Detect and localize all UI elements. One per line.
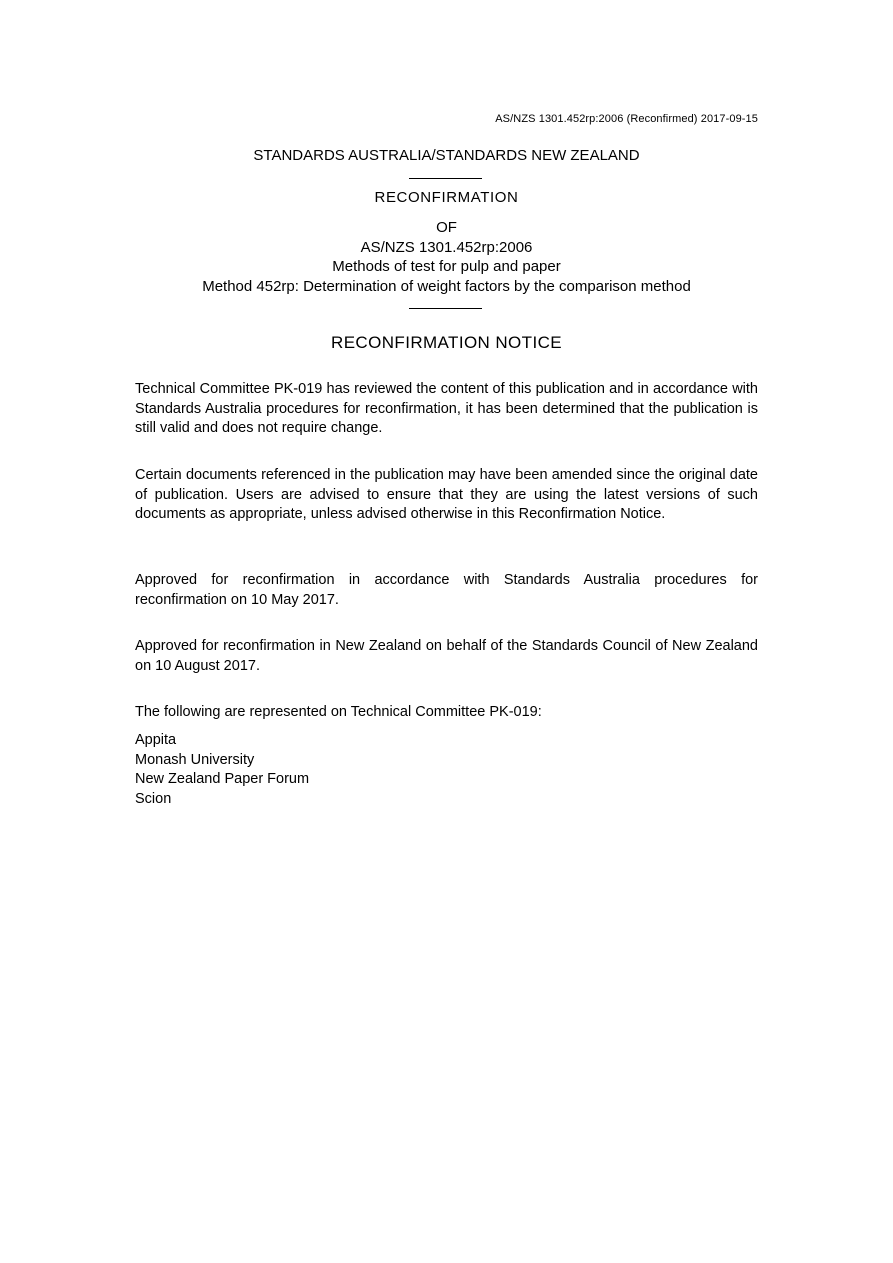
list-item: Appita xyxy=(135,732,177,748)
notice-paragraph: Approved for reconfirmation in New Zealand on behalf of the Standards Council of New Zealand on 10 August 2017. xyxy=(135,638,758,674)
notice-paragraph: Certain documents referenced in the publication may have been amended since the original date of publication. Users are advised to ensure that they are using the latest versions of such documents as appropriate, unless advised otherwise in this Reconfirmation Notice. xyxy=(135,467,758,522)
divider-rule xyxy=(409,308,482,309)
committee-members-list xyxy=(135,731,309,809)
members-intro: The following are represented on Technical Committee PK-019: xyxy=(135,704,542,720)
list-item: Monash University xyxy=(135,751,255,768)
list-item: Scion xyxy=(135,790,172,807)
series-title: Methods of test for pulp and paper xyxy=(332,258,561,275)
notice-paragraph: Approved for reconfirmation in accordance with Standards Australia procedures for reconfirmation on 10 May 2017. xyxy=(135,572,758,608)
notice-paragraph: Technical Committee PK-019 has reviewed the content of this publication and in accordance with Standards Australia procedures for reconfirmation, it has been determined that the publication is still valid and does not require change. xyxy=(135,381,758,436)
notice-heading: RECONFIRMATION NOTICE xyxy=(331,333,562,352)
organisation-heading: STANDARDS AUSTRALIA/STANDARDS NEW ZEALAND xyxy=(253,147,640,164)
document-reference: AS/NZS 1301.452rp:2006 (Reconfirmed) 2017-09-15 xyxy=(495,113,758,125)
list-item: New Zealand Paper Forum xyxy=(135,771,310,787)
standard-number: AS/NZS 1301.452rp:2006 xyxy=(360,238,533,256)
standard-title-block xyxy=(135,218,758,296)
divider-rule xyxy=(409,178,482,179)
method-title: Method 452rp: Determination of weight factors by the comparison method xyxy=(202,277,691,295)
reconfirmation-heading: RECONFIRMATION xyxy=(374,189,519,206)
of-label: OF xyxy=(436,219,457,236)
